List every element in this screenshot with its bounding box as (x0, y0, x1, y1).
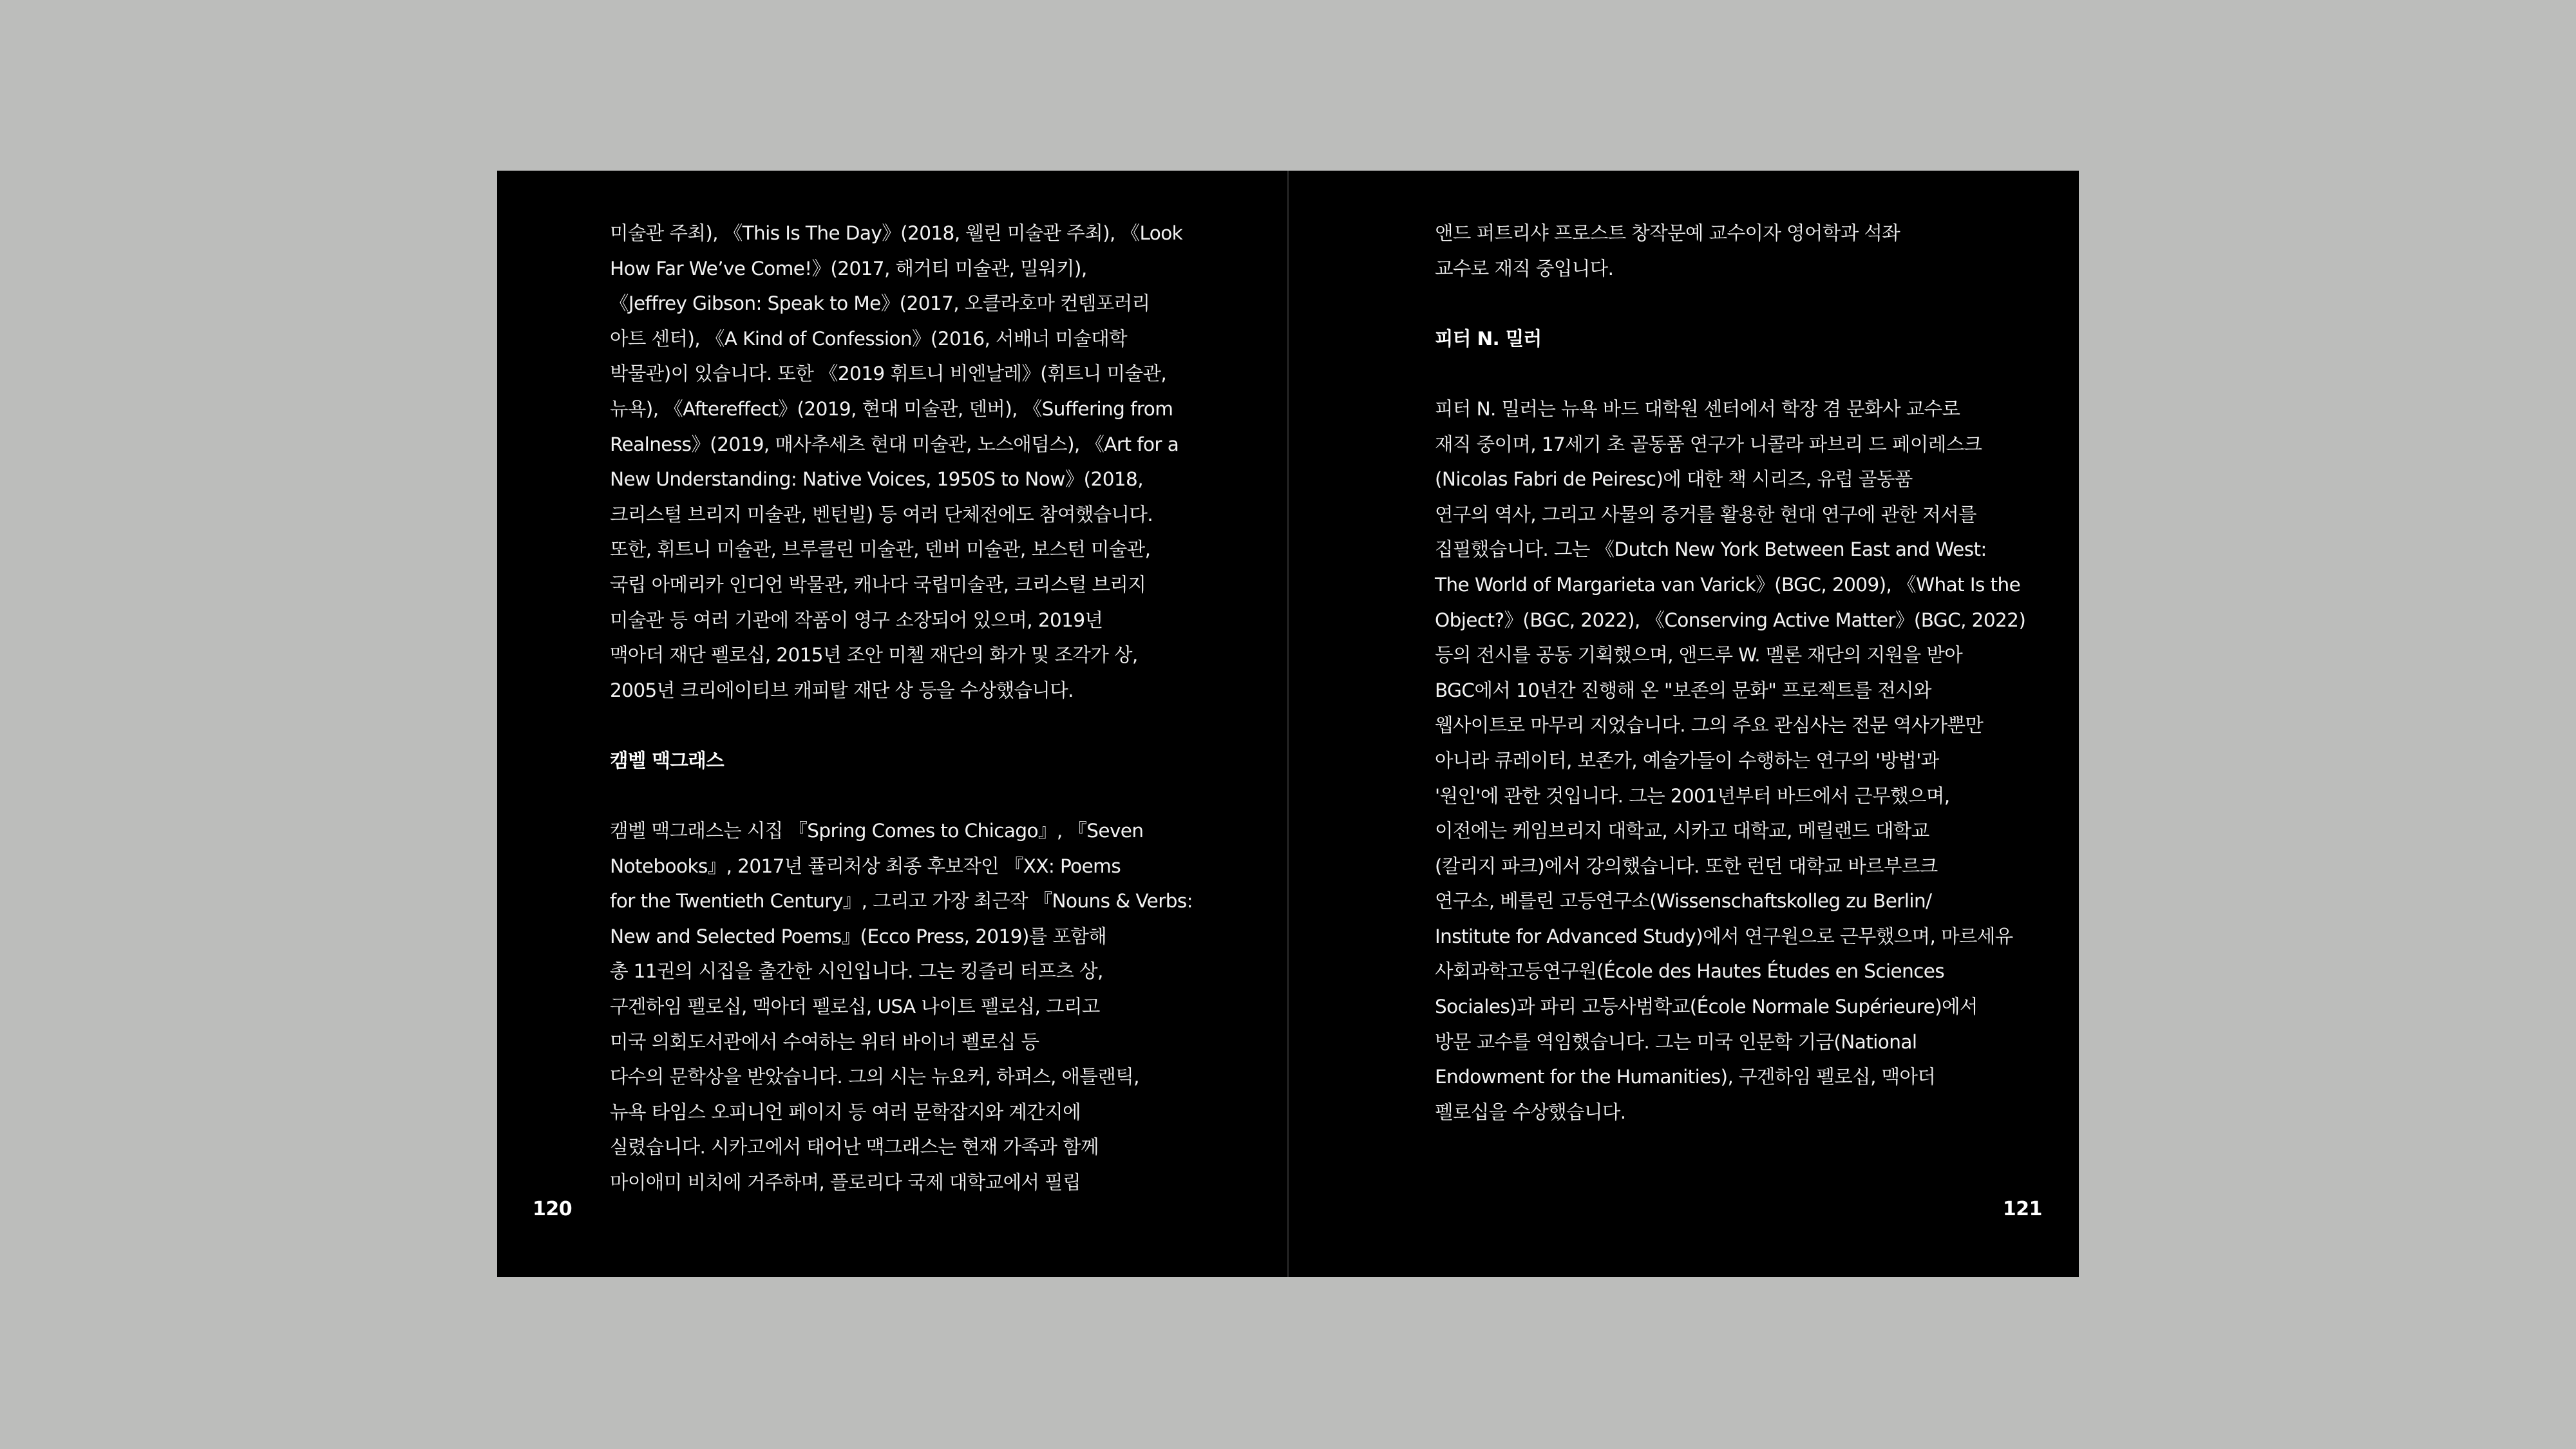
text-line: Realness》(2019, 매사추세츠 현대 미술관, 노스애덤스), 《Art for a (610, 433, 1179, 455)
paragraph-gap (610, 708, 1215, 743)
text-line: 웹사이트로 마무리 지었습니다. 그의 주요 관심사는 전문 역사가뿐만 (1435, 714, 1984, 737)
text-line: 미술관 등 여러 기관에 작품이 영구 소장되어 있으며, 2019년 (610, 609, 1103, 631)
text-line: New and Selected Poems』(Ecco Press, 2019)를 포함해 (610, 925, 1107, 947)
text-line: 국립 아메리카 인디언 박물관, 캐나다 국립미술관, 크리스털 브리지 (610, 573, 1146, 596)
text-line: Object?》(BGC, 2022), 《Conserving Active Matter》(BGC, 2022) (1435, 609, 2026, 631)
text-line: 아니라 큐레이터, 보존가, 예술가들이 수행하는 연구의 '방법'과 (1435, 749, 1939, 772)
right-paragraph-1 (1435, 216, 2040, 286)
text-line: 연구소, 베를린 고등연구소(Wissenschaftskolleg zu Berlin/ (1435, 890, 1932, 913)
text-line: 미국 의회도서관에서 수여하는 위터 바이너 펠로십 등 (610, 1030, 1039, 1053)
text-line: 집필했습니다. 그는 《Dutch New York Between East and West: (1435, 538, 1987, 561)
text-line: 구겐하임 펠로십, 맥아더 펠로십, USA 나이트 펠로십, 그리고 (610, 996, 1100, 1018)
page-number-right: 121 (2002, 1198, 2042, 1220)
text-line: 박물관)이 있습니다. 또한 《2019 휘트니 비엔날레》(휘트니 미술관, (610, 363, 1167, 385)
text-line: New Understanding: Native Voices, 1950S to Now》(2018, (610, 468, 1143, 491)
text-line: 등의 전시를 공동 기획했으며, 앤드루 W. 멜론 재단의 지원을 받아 (1435, 644, 1963, 667)
left-paragraph-1 (610, 216, 1215, 708)
text-line: 교수로 재직 중입니다. (1435, 257, 1614, 279)
text-line: 앤드 퍼트리샤 프로스트 창작문예 교수이자 영어학과 석좌 (1435, 222, 1900, 244)
text-line: 이전에는 케임브리지 대학교, 시카고 대학교, 메릴랜드 대학교 (1435, 820, 1929, 842)
text-line: 다수의 문학상을 받았습니다. 그의 시는 뉴요커, 하퍼스, 애틀랜틱, (610, 1066, 1139, 1088)
text-line: 재직 중이며, 17세기 초 골동품 연구가 니콜라 파브리 드 페이레스크 (1435, 433, 1982, 455)
left-page (497, 171, 1287, 1277)
text-line: 총 11권의 시집을 출간한 시인입니다. 그는 킹즐리 터프츠 상, (610, 960, 1103, 983)
right-page (1289, 171, 2079, 1277)
text-line: 연구의 역사, 그리고 사물의 증거를 활용한 현대 연구에 관한 저서를 (1435, 503, 1976, 526)
book-spread (497, 171, 2079, 1277)
text-line: 미술관 주최), 《This Is The Day》(2018, 웰린 미술관 주최), 《Look (610, 222, 1183, 244)
text-line: The World of Margarieta van Varick》(BGC, 2009), 《What Is the (1435, 573, 2021, 596)
text-line: 방문 교수를 역임했습니다. 그는 미국 인문학 기금(National (1435, 1030, 1917, 1053)
left-page-text (610, 216, 1215, 1200)
text-line: 크리스털 브리지 미술관, 벤턴빌) 등 여러 단체전에도 참여했습니다. (610, 503, 1153, 526)
text-line: Sociales)과 파리 고등사범학교(École Normale Supérieure)에서 (1435, 996, 1978, 1018)
paragraph-gap (1435, 356, 2040, 392)
text-line: '원인'에 관한 것입니다. 그는 2001년부터 바드에서 근무했으며, (1435, 784, 1950, 807)
text-line: 아트 센터), 《A Kind of Confession》(2016, 서배너 미술대학 (610, 327, 1128, 350)
text-line: 또한, 휘트니 미술관, 브루클린 미술관, 덴버 미술관, 보스턴 미술관, (610, 538, 1151, 561)
text-line: Institute for Advanced Study)에서 연구원으로 근무했으며, 마르세유 (1435, 925, 2013, 947)
text-line: 펠로십을 수상했습니다. (1435, 1101, 1626, 1123)
text-line: 실렸습니다. 시카고에서 태어난 맥그래스는 현재 가족과 함께 (610, 1136, 1099, 1159)
section-heading-peter-n-miller: 피터 N. 밀러 (1435, 327, 1542, 350)
text-line: Endowment for the Humanities), 구겐하임 펠로십, 맥아더 (1435, 1066, 1936, 1088)
text-line: 캠벨 맥그래스는 시집 『Spring Comes to Chicago』, 『Seven (610, 820, 1144, 842)
text-line: for the Twentieth Century』, 그리고 가장 최근작 『Nouns & Verbs: (610, 890, 1193, 913)
text-line: 뉴욕 타임스 오피니언 페이지 등 여러 문학잡지와 계간지에 (610, 1101, 1081, 1123)
text-line: 피터 N. 밀러는 뉴욕 바드 대학원 센터에서 학장 겸 문화사 교수로 (1435, 397, 1960, 420)
text-line: 《Jeffrey Gibson: Speak to Me》(2017, 오클라호마 컨템포러리 (610, 292, 1150, 315)
text-line: 맥아더 재단 펠로십, 2015년 조안 미첼 재단의 화가 및 조각가 상, (610, 644, 1138, 667)
left-paragraph-2 (610, 813, 1215, 1200)
right-page-text (1435, 216, 2040, 1130)
text-line: Notebooks』, 2017년 퓰리처상 최종 후보작인 『XX: Poems (610, 855, 1121, 877)
page-number-left: 120 (533, 1198, 573, 1220)
text-line: BGC에서 10년간 진행해 온 "보존의 문화" 프로젝트를 전시와 (1435, 679, 1931, 701)
paragraph-gap (1435, 286, 2040, 321)
text-line: (칼리지 파크)에서 강의했습니다. 또한 런던 대학교 바르부르크 (1435, 855, 1938, 877)
text-line: (Nicolas Fabri de Peiresc)에 대한 책 시리즈, 유럽 골동품 (1435, 468, 1913, 491)
section-heading-campbell-mcgrath: 캠벨 맥그래스 (610, 749, 724, 772)
text-line: 사회과학고등연구원(École des Hautes Études en Sciences (1435, 960, 1945, 983)
right-paragraph-2 (1435, 392, 2040, 1130)
text-line: 마이애미 비치에 거주하며, 플로리다 국제 대학교에서 필립 (610, 1171, 1081, 1194)
text-line: 뉴욕), 《Aftereffect》(2019, 현대 미술관, 덴버), 《Suffering from (610, 397, 1173, 420)
text-line: 2005년 크리에이티브 캐피탈 재단 상 등을 수상했습니다. (610, 679, 1074, 701)
text-line: How Far We’ve Come!》(2017, 해거티 미술관, 밀워키), (610, 257, 1087, 279)
paragraph-gap (610, 779, 1215, 814)
